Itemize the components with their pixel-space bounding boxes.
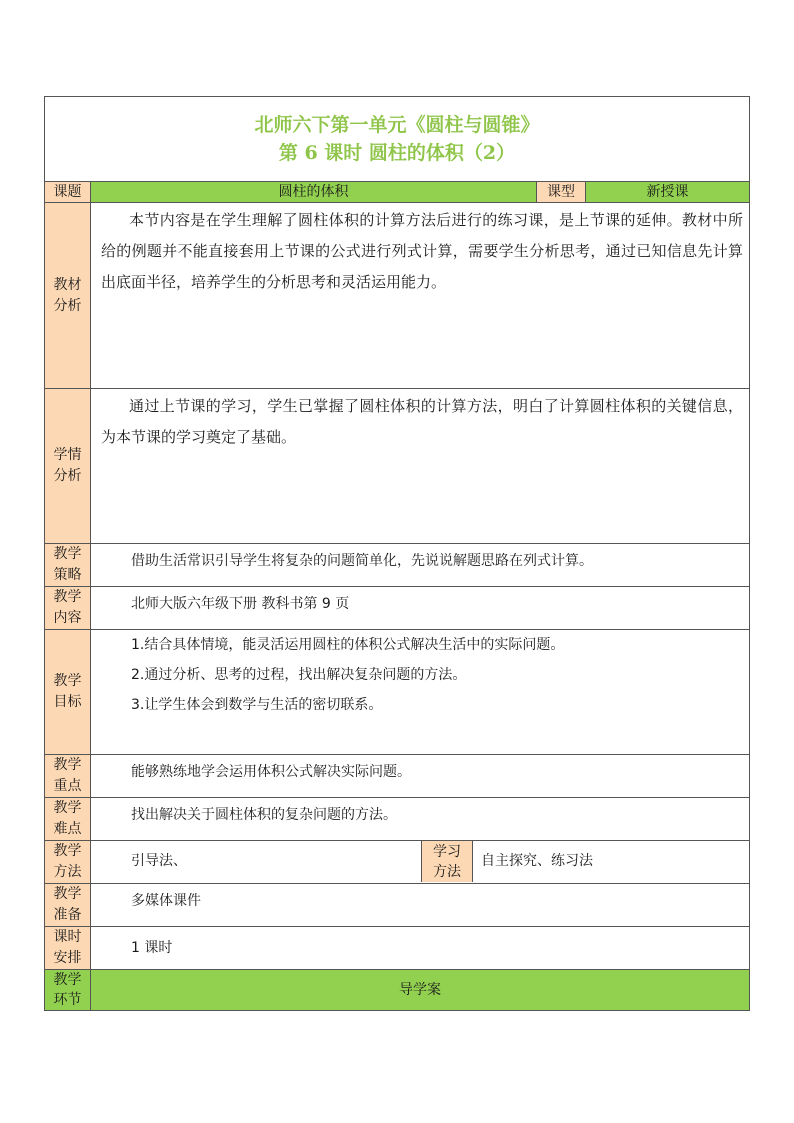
content-label: 教学 内容 bbox=[45, 587, 91, 630]
document-title: 北师六下第一单元《圆柱与圆锥》 bbox=[254, 114, 540, 136]
learning-method-label: 学习 方法 bbox=[421, 841, 473, 882]
method-cell bbox=[91, 841, 750, 884]
goal-item: 1.结合具体情境，能灵活运用圆柱的体积公式解决生活中的实际问题。 bbox=[131, 637, 565, 653]
topic-label: 课题 bbox=[45, 182, 91, 203]
strategy-label: 教学 策略 bbox=[45, 544, 91, 587]
difficulty-row bbox=[45, 798, 750, 841]
content-row bbox=[45, 587, 750, 630]
time-label: 课时 安排 bbox=[45, 927, 91, 970]
key-point-label: 教学 重点 bbox=[45, 755, 91, 798]
learning-method-text: 自主探究、练习法 bbox=[481, 853, 593, 869]
type-value: 新授课 bbox=[586, 182, 750, 203]
prep-row bbox=[45, 884, 750, 927]
key-point-text: 能够熟练地学会运用体积公式解决实际问题。 bbox=[91, 755, 750, 798]
lesson-subtitle: 第 6 课时 圆柱的体积（2） bbox=[278, 142, 516, 164]
strategy-text: 借助生活常识引导学生将复杂的问题简单化，先说说解题思路在列式计算。 bbox=[91, 544, 750, 587]
time-row bbox=[45, 927, 750, 970]
teaching-method-text: 引导法、 bbox=[131, 853, 187, 869]
topic-row bbox=[45, 182, 750, 203]
stage-text: 导学案 bbox=[91, 970, 750, 1011]
goals-row bbox=[45, 630, 750, 755]
student-analysis-label: 学情 分析 bbox=[45, 389, 91, 544]
prep-text: 多媒体课件 bbox=[91, 884, 750, 927]
student-analysis-text: 通过上节课的学习，学生已掌握了圆柱体积的计算方法，明白了计算圆柱体积的关键信息，为本节课的学习奠定了基础。 bbox=[91, 389, 750, 544]
difficulty-text: 找出解决关于圆柱体积的复杂问题的方法。 bbox=[91, 798, 750, 841]
textbook-analysis-label: 教材 分析 bbox=[45, 203, 91, 389]
student-analysis-row bbox=[45, 389, 750, 544]
stage-row bbox=[45, 970, 750, 1011]
lesson-plan-table bbox=[44, 96, 750, 1011]
teaching-method-label: 教学 方法 bbox=[45, 841, 91, 884]
goal-item: 3.让学生体会到数学与生活的密切联系。 bbox=[131, 697, 383, 713]
strategy-row bbox=[45, 544, 750, 587]
stage-label: 教学 环节 bbox=[45, 970, 91, 1011]
time-text: 1 课时 bbox=[91, 927, 750, 970]
key-point-row bbox=[45, 755, 750, 798]
method-row bbox=[45, 841, 750, 884]
lesson-plan-sheet bbox=[44, 96, 749, 1011]
title-cell bbox=[45, 97, 750, 182]
content-text: 北师大版六年级下册 教科书第 9 页 bbox=[91, 587, 750, 630]
goals-list bbox=[91, 630, 750, 755]
goal-item: 2.通过分析、思考的过程，找出解决复杂问题的方法。 bbox=[131, 667, 467, 683]
topic-value: 圆柱的体积 bbox=[91, 182, 537, 203]
title-row bbox=[45, 97, 750, 182]
difficulty-label: 教学 难点 bbox=[45, 798, 91, 841]
prep-label: 教学 准备 bbox=[45, 884, 91, 927]
type-label: 课型 bbox=[537, 182, 586, 203]
textbook-analysis-row bbox=[45, 203, 750, 389]
textbook-analysis-text: 本节内容是在学生理解了圆柱体积的计算方法后进行的练习课，是上节课的延伸。教材中所给的例题并不能直接套用上节课的公式进行列式计算，需要学生分析思考，通过已知信息先计算出底面半径，培养学生的分析思考和灵活运用能力。 bbox=[91, 203, 750, 389]
goals-label: 教学 目标 bbox=[45, 630, 91, 755]
